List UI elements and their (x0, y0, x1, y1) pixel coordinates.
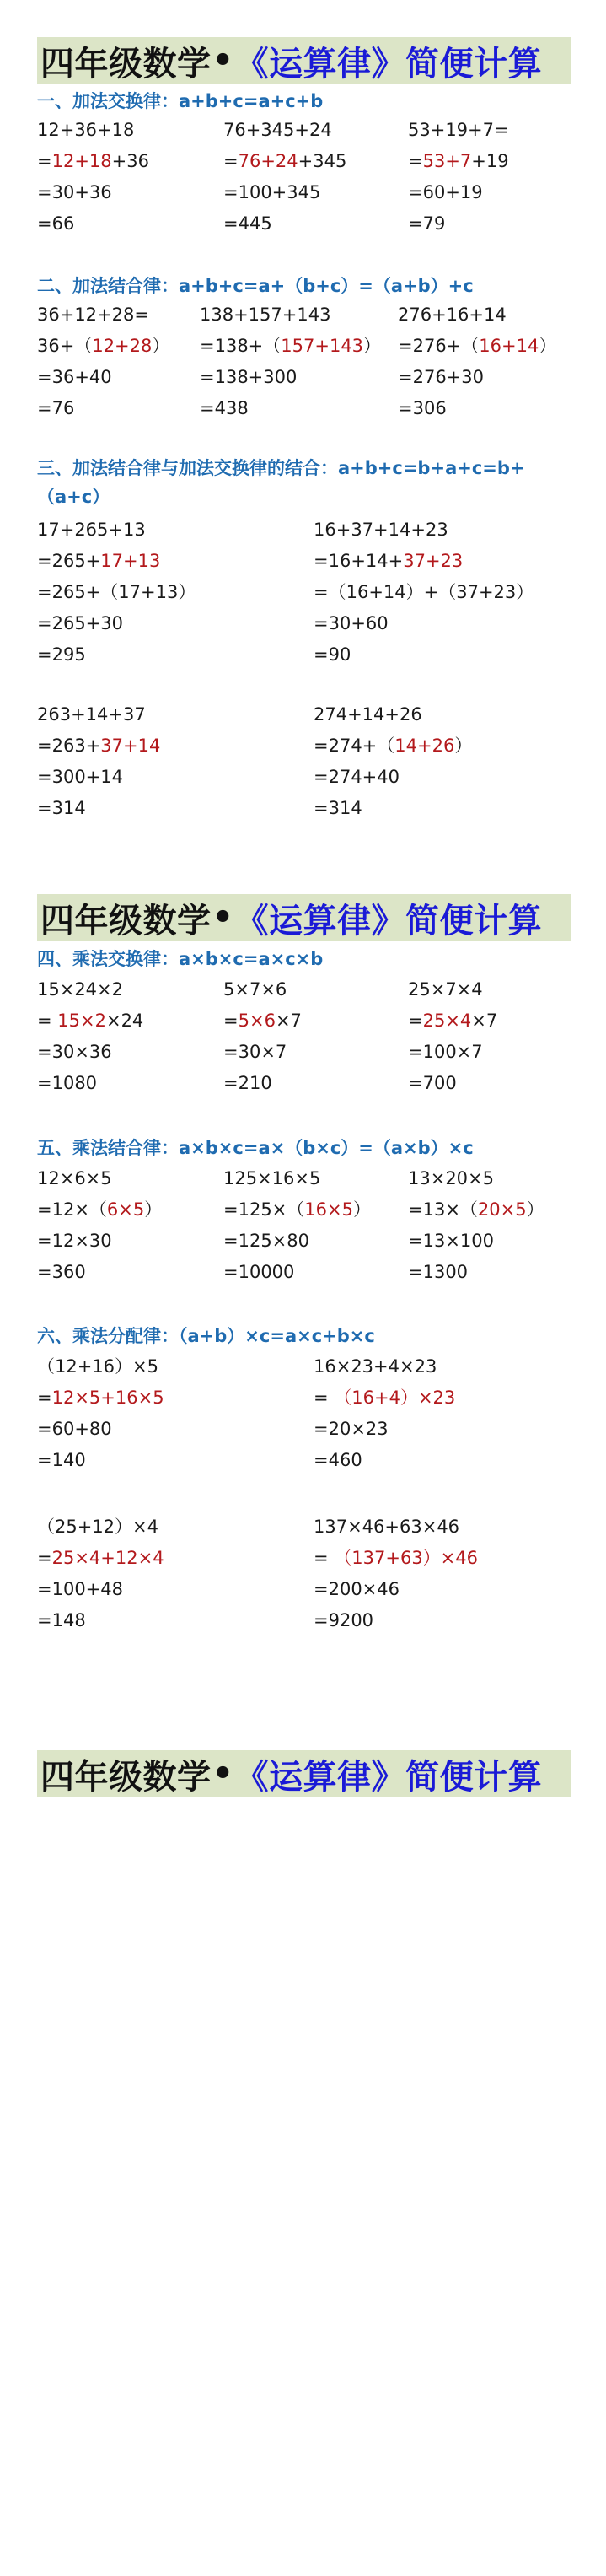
problem-line: =5×6×7 (223, 1010, 302, 1031)
highlight-term: 17+13 (100, 551, 161, 571)
section-title: 三、加法结合律与加法交换律的结合：a+b+c=b+a+c=b+（a+c） (37, 458, 525, 507)
highlight-term: （137+63）×46 (334, 1548, 478, 1568)
problem-line: = 15×2×24 (37, 1010, 144, 1031)
problem-line: =（16+14）+（37+23） (314, 582, 534, 602)
banner-grade: 四年级数学 (40, 1757, 212, 1797)
highlight-term: （16+4）×23 (334, 1388, 456, 1408)
problem-line: =460 (314, 1450, 362, 1470)
problem (200, 299, 381, 424)
highlight-term: 16×5 (304, 1199, 353, 1220)
page-banner (37, 1750, 571, 1797)
problem-line: =438 (200, 398, 249, 418)
section-title: 四、乘法交换律：a×b×c=a×c×b (37, 949, 324, 969)
problem (37, 1351, 164, 1476)
banner-dot: • (212, 41, 234, 80)
problem-line: 138+157+143 (200, 304, 331, 325)
problem-line: =265+30 (37, 613, 123, 633)
problem-line: =12×5+16×5 (37, 1388, 164, 1408)
problem (314, 1512, 478, 1636)
problem-line: =53+7+19 (408, 151, 509, 171)
problem-line: =265+17+13 (37, 551, 161, 571)
problem-line: = （16+4）×23 (314, 1388, 456, 1408)
problem-line: =700 (408, 1073, 457, 1093)
problem-line: =16+14+37+23 (314, 551, 464, 571)
problem (223, 1163, 371, 1288)
problem-line: =30×7 (223, 1042, 287, 1062)
problem-line: 12+36+18 (37, 120, 135, 140)
problem (398, 299, 556, 424)
problem (408, 974, 497, 1099)
section-title: 一、加法交换律：a+b+c=a+c+b (37, 91, 324, 111)
problem-line: =25×4+12×4 (37, 1548, 164, 1568)
banner-tail: 简便计算 (405, 901, 543, 940)
problem-line: =314 (37, 798, 86, 818)
problem (408, 115, 509, 240)
section-title: 六、乘法分配律：（a+b）×c=a×c+b×c (37, 1326, 375, 1346)
problem-line: 15×24×2 (37, 979, 123, 1000)
problem-line: =210 (223, 1073, 272, 1093)
problem-line: =200×46 (314, 1579, 400, 1599)
highlight-term: 53+7 (422, 151, 472, 171)
highlight-term: 5×6 (238, 1010, 276, 1031)
problem-line: =125×80 (223, 1231, 309, 1251)
highlight-term: 12+18 (51, 151, 112, 171)
problem-line: =25×4×7 (408, 1010, 498, 1031)
banner-title: 《运算律》 (234, 1757, 406, 1797)
problem-line: =12+18+36 (37, 151, 149, 171)
page-banner (37, 894, 571, 941)
problem-line: =10000 (223, 1262, 295, 1282)
problem (223, 115, 346, 240)
page-banner (37, 37, 571, 84)
problem-line: =276+30 (398, 367, 484, 387)
problem (408, 1163, 544, 1288)
problem-line: 36+12+28= (37, 304, 149, 325)
banner-tail: 简便计算 (405, 44, 543, 84)
problem (37, 515, 196, 671)
highlight-term: 25×4+12×4 (51, 1548, 164, 1568)
problem (37, 699, 160, 824)
highlight-term: 76+24 (238, 151, 298, 171)
problem (37, 1163, 162, 1288)
problem (37, 299, 169, 424)
highlight-term: 12×5+16×5 (51, 1388, 164, 1408)
problem-line: =276+（16+14） (398, 336, 557, 356)
problem-line: = （137+63）×46 (314, 1548, 478, 1568)
problem-line: =12×（6×5） (37, 1199, 163, 1220)
problem (314, 1351, 455, 1476)
problem-line: =306 (398, 398, 447, 418)
highlight-term: 20×5 (477, 1199, 527, 1220)
problem (223, 974, 302, 1099)
section-title: 二、加法结合律：a+b+c=a+（b+c）=（a+b）+c (37, 276, 474, 296)
banner-tail: 简便计算 (405, 1757, 543, 1797)
problem (37, 974, 143, 1099)
banner-grade: 四年级数学 (40, 901, 212, 940)
problem-line: =20×23 (314, 1419, 389, 1439)
problem-line: （12+16）×5 (37, 1356, 158, 1377)
highlight-term: 157+143 (281, 336, 364, 356)
problem-line: =360 (37, 1262, 86, 1282)
highlight-term: 6×5 (106, 1199, 145, 1220)
problem-line: =9200 (314, 1610, 374, 1630)
problem-line: 76+345+24 (223, 120, 332, 140)
problem-line: =138+（157+143） (200, 336, 382, 356)
problem (314, 515, 534, 671)
problem-line: =295 (37, 644, 86, 665)
banner-grade: 四年级数学 (40, 44, 212, 84)
problem-line: =66 (37, 213, 75, 234)
problem-line: =263+37+14 (37, 736, 161, 756)
problem-line: 263+14+37 (37, 704, 146, 725)
problem-line: =274+40 (314, 767, 400, 787)
problem-line: 16×23+4×23 (314, 1356, 437, 1377)
problem-line: =30×36 (37, 1042, 112, 1062)
problem-line: =60+19 (408, 182, 483, 202)
problem-line: 125×16×5 (223, 1168, 321, 1188)
problem-line: 12×6×5 (37, 1168, 112, 1188)
problem-line: =100+48 (37, 1579, 123, 1599)
problem-line: =1300 (408, 1262, 469, 1282)
highlight-term: 12+28 (92, 336, 153, 356)
banner-title: 《运算律》 (234, 901, 406, 940)
problem-line: 276+16+14 (398, 304, 507, 325)
problem-line: =100+345 (223, 182, 321, 202)
problem-line: =314 (314, 798, 362, 818)
problem-line: =60+80 (37, 1419, 112, 1439)
problem (37, 1512, 164, 1636)
problem-line: =100×7 (408, 1042, 483, 1062)
problem-line: =125×（16×5） (223, 1199, 371, 1220)
problem-line: =445 (223, 213, 272, 234)
problem-line: =36+40 (37, 367, 112, 387)
problem-line: 13×20×5 (408, 1168, 494, 1188)
problem-line: =13×（20×5） (408, 1199, 544, 1220)
problem-line: 25×7×4 (408, 979, 483, 1000)
problem-line: =12×30 (37, 1231, 112, 1251)
highlight-term: 25×4 (422, 1010, 472, 1031)
problem-line: =140 (37, 1450, 86, 1470)
problem-line: 274+14+26 (314, 704, 422, 725)
problem-line: 36+（12+28） (37, 336, 170, 356)
problem-line: =76+24+345 (223, 151, 347, 171)
problem-line: =76 (37, 398, 75, 418)
problem-line: =30+36 (37, 182, 112, 202)
problem-line: =13×100 (408, 1231, 494, 1251)
problem-line: =148 (37, 1610, 86, 1630)
highlight-term: 16+14 (479, 336, 539, 356)
highlight-term: 15×2 (57, 1010, 106, 1031)
banner-dot: • (212, 1754, 234, 1793)
problem-line: =79 (408, 213, 446, 234)
problem-line: 137×46+63×46 (314, 1517, 460, 1537)
highlight-term: 14+26 (394, 736, 455, 756)
highlight-term: 37+14 (100, 736, 161, 756)
banner-title: 《运算律》 (234, 44, 406, 84)
section-title: 五、乘法结合律：a×b×c=a×（b×c）=（a×b）×c (37, 1138, 474, 1158)
problem-line: =30+60 (314, 613, 389, 633)
problem-line: =274+（14+26） (314, 736, 473, 756)
highlight-term: 37+23 (403, 551, 464, 571)
banner-dot: • (212, 898, 234, 937)
problem-line: 16+37+14+23 (314, 520, 448, 540)
problem-line: 5×7×6 (223, 979, 287, 1000)
problem-line: =90 (314, 644, 351, 665)
problem-line: =1080 (37, 1073, 98, 1093)
problem-line: =265+（17+13） (37, 582, 196, 602)
problem-line: =300+14 (37, 767, 123, 787)
problem-line: 17+265+13 (37, 520, 146, 540)
problem-line: =138+300 (200, 367, 298, 387)
problem (37, 115, 149, 240)
problem (314, 699, 472, 824)
problem-line: （25+12）×4 (37, 1517, 158, 1537)
problem-line: 53+19+7= (408, 120, 509, 140)
